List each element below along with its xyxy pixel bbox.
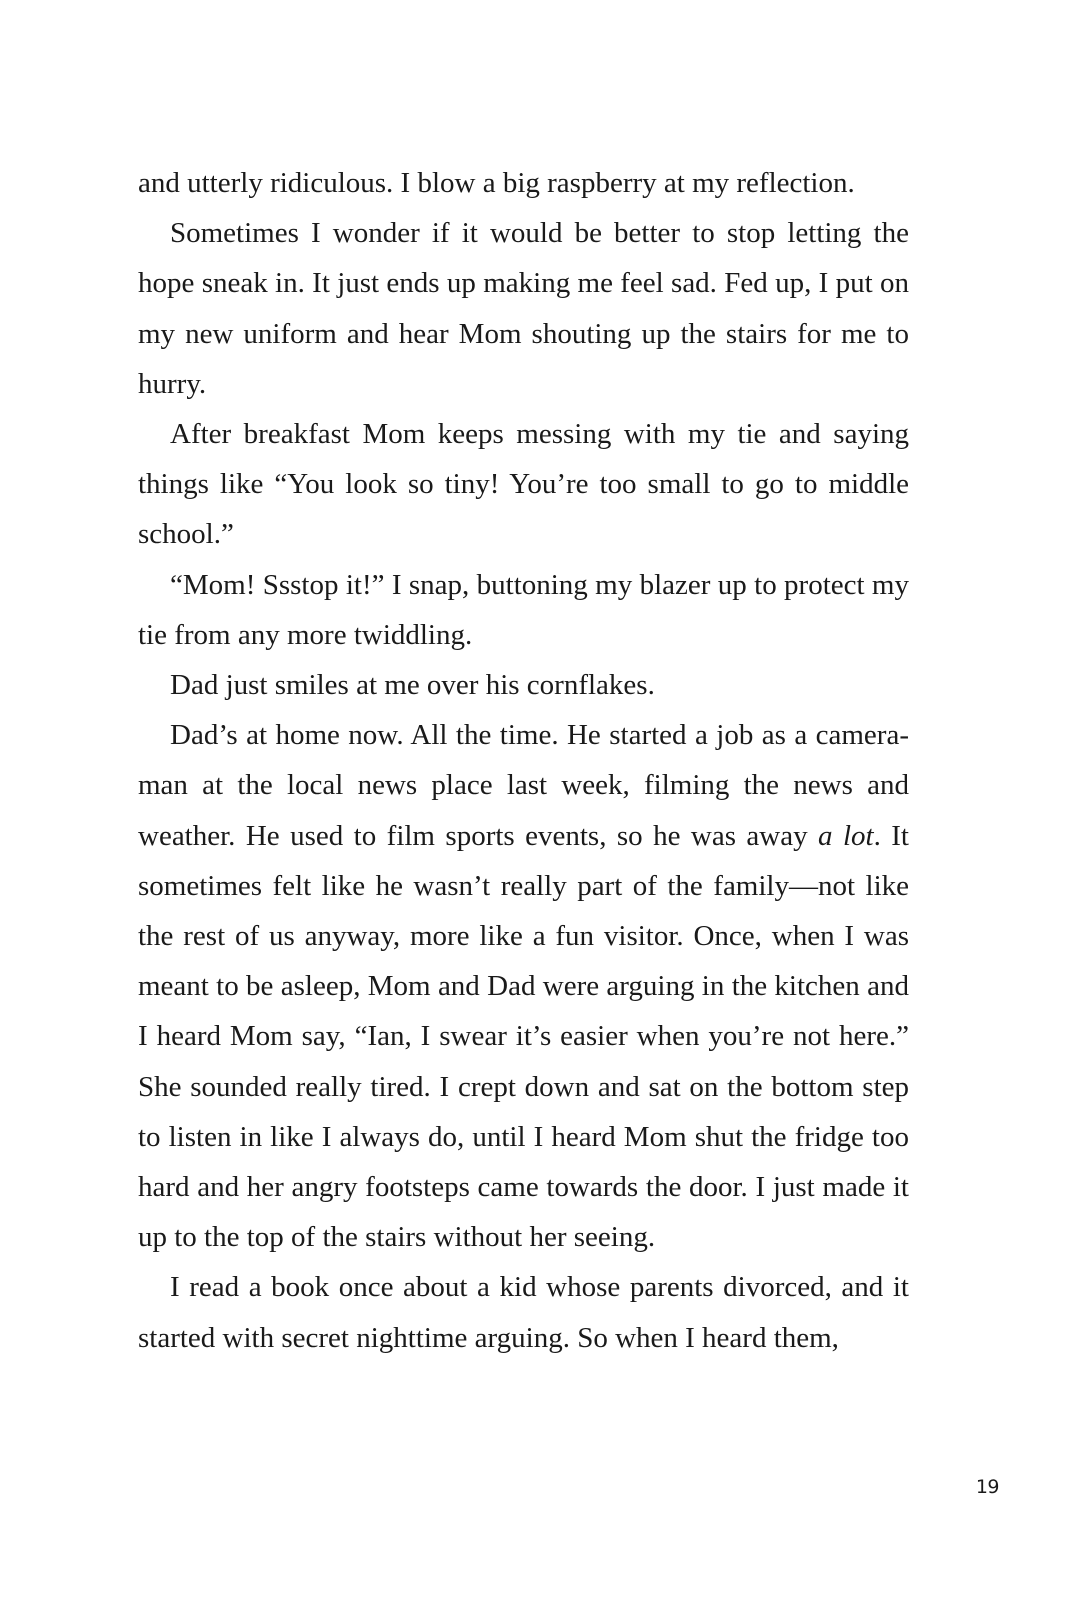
body-text: [138, 158, 909, 1363]
paragraph-5: Dad just smiles at me over his cornflakes.: [170, 669, 655, 702]
emphasis-a-lot: a lot: [818, 819, 874, 852]
paragraph-7: I read a book once about a kid whose parents divorced, and it started with secret nighttime arguing. So when I heard them,: [138, 1271, 909, 1354]
paragraph-2: Sometimes I wonder if it would be better to stop letting the hope sneak in. It just ends up making me feel sad. Fed up, I put on my new uniform and hear Mom shouting up the stairs for me to hurry.: [138, 217, 909, 400]
paragraph-6-text-b: . It sometimes felt like he wasn’t really part of the family—not like the rest of us anyway, more like a fun visitor. Once, when I was meant to be asleep, Mom and Dad were arguing in the kitchen and I heard Mom say, “Ian, I swear it’s easier when you’re not here.” She sounded really tired. I crept down and sat on the bottom step to listen in like I always do, until I heard Mom shut the fridge too hard and her angry footsteps came towards the door. I just made it up to the top of the stairs without her seeing.: [138, 819, 909, 1254]
page-number: 19: [975, 1476, 999, 1498]
paragraph-6: [138, 710, 909, 1262]
paragraph-4: “Mom! Ssstop it!” I snap, buttoning my blazer up to protect my tie from any more twiddling.: [138, 568, 909, 651]
paragraph-3: After breakfast Mom keeps messing with my tie and saying things like “You look so tiny! You’re too small to go to middle school.”: [138, 418, 909, 551]
paragraph-6-text-a: Dad’s at home now. All the time. He started a job as a cameraman at the local news place last week, filming the news and weather. He used to film sports events, so he was away: [138, 719, 909, 852]
paragraph-1: and utterly ridiculous. I blow a big raspberry at my reflection.: [138, 167, 855, 199]
